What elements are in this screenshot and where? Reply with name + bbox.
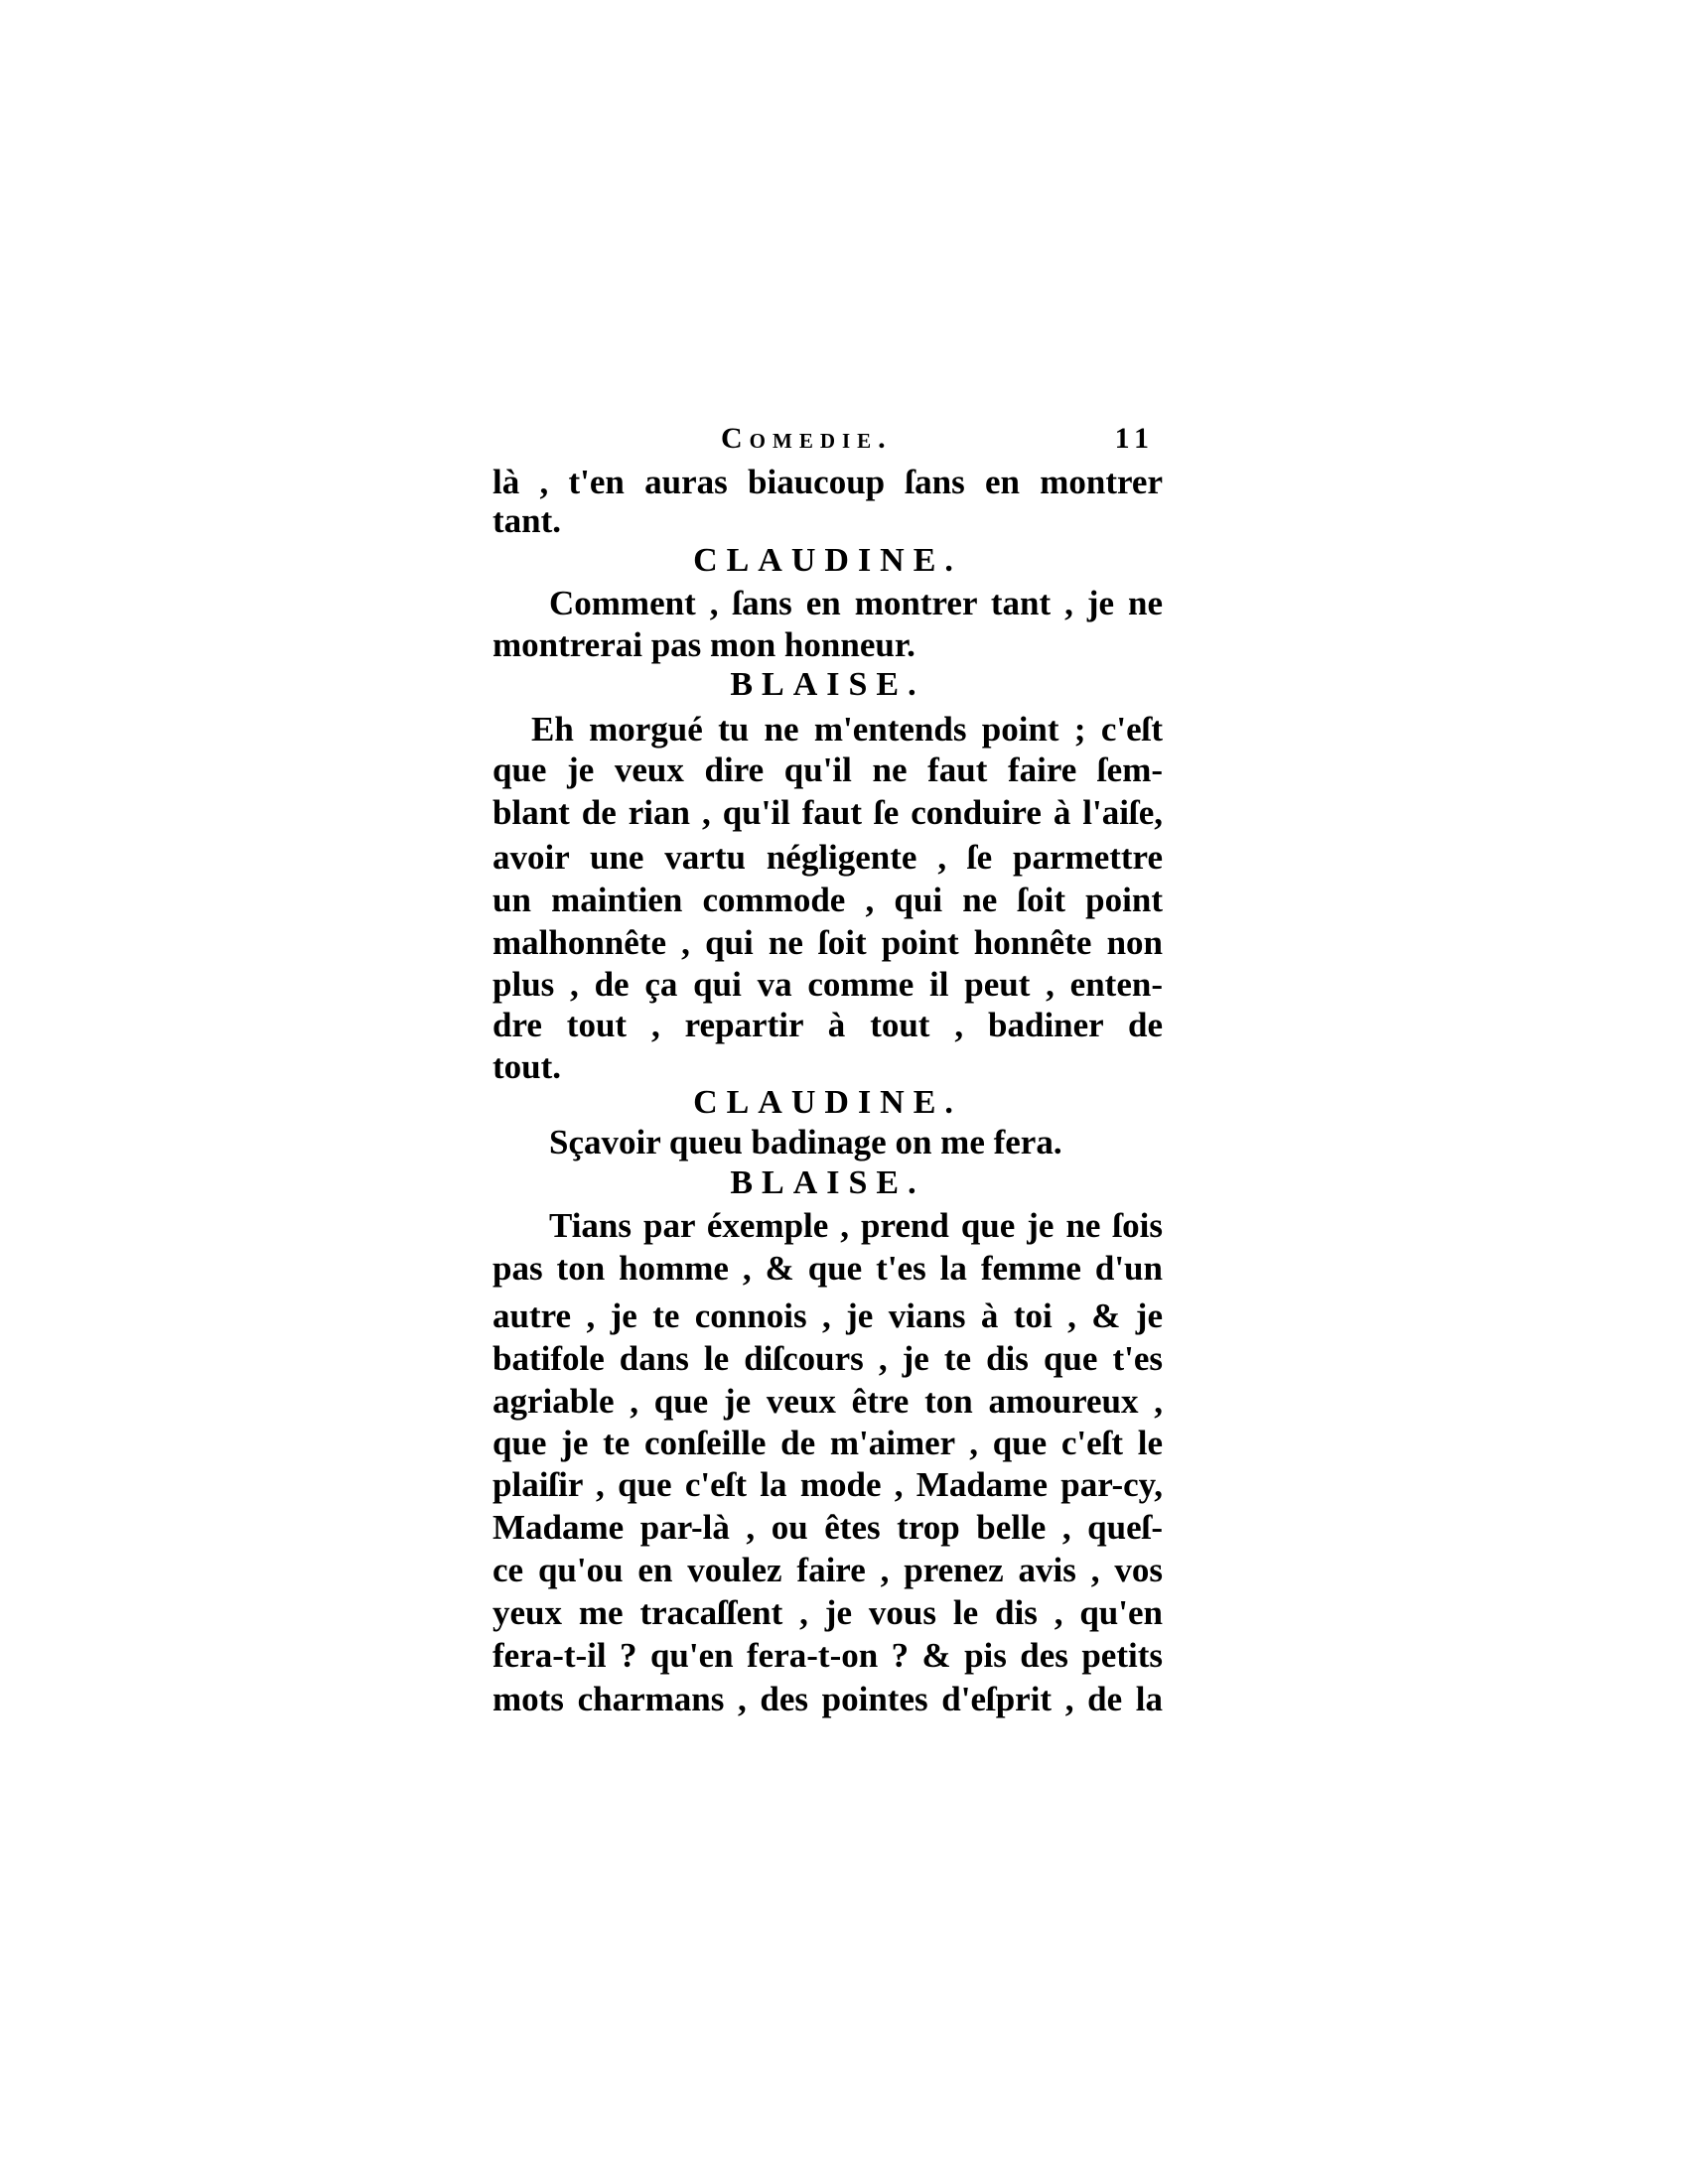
text-line: montrerai pas mon honneur.: [492, 625, 915, 664]
text-line: Sçavoir queu badinage on me fera.: [549, 1123, 1062, 1161]
running-title: Comedie.: [721, 422, 893, 455]
text-line: Comment , ſans en montrer tant , je ne: [549, 584, 1163, 622]
text-line: autre , je te connois , je vians à toi , & je: [492, 1297, 1163, 1335]
text-line: mots charmans , des pointes d'eſprit , de la: [492, 1680, 1163, 1718]
text-line: yeux me tracaſſent , je vous le dis , qu'en: [492, 1593, 1163, 1632]
text-line: fera-t-il ? qu'en fera-t-on ? & pis des petits: [492, 1636, 1163, 1675]
text-line: que je veux dire qu'il ne faut faire ſem-: [492, 751, 1163, 789]
text-line: que je te conſeille de m'aimer , que c'eſt le: [492, 1424, 1163, 1462]
text-line: plus , de ça qui va comme il peut , enten-: [492, 965, 1163, 1004]
text-line: un maintien commode , qui ne ſoit point: [492, 881, 1163, 919]
text-line: Madame par-là , ou êtes trop belle , queſ-: [492, 1508, 1163, 1547]
text-line: là , t'en auras biaucoup ſans en montrer: [492, 463, 1163, 501]
text-line: dre tout , repartir à tout , badiner de: [492, 1006, 1163, 1044]
text-line: tant.: [492, 501, 562, 540]
text-line: batifole dans le diſcours , je te dis que t'es: [492, 1339, 1163, 1378]
speaker-heading: CLAUDINE.: [693, 542, 962, 579]
text-line: Eh morgué tu ne m'entends point ; c'eſt: [531, 710, 1163, 749]
page-number: 11: [1114, 422, 1155, 455]
text-line: avoir une vartu négligente , ſe parmettre: [492, 838, 1163, 877]
text-line: plaiſir , que c'eſt la mode , Madame par-cy,: [492, 1465, 1163, 1504]
speaker-heading: CLAUDINE.: [693, 1084, 962, 1121]
text-line: malhonnête , qui ne ſoit point honnête non: [492, 923, 1163, 962]
text-line: ce qu'ou en voulez faire , prenez avis , vos: [492, 1551, 1163, 1589]
running-header: [492, 418, 1163, 460]
text-line: blant de rian , qu'il faut ſe conduire à l'aiſe,: [492, 793, 1163, 832]
text-line: tout.: [492, 1047, 562, 1086]
text-line: pas ton homme , & que t'es la femme d'un: [492, 1249, 1163, 1288]
text-line: Tians par éxemple , prend que je ne ſois: [549, 1206, 1163, 1245]
speaker-heading: BLAISE.: [730, 1164, 925, 1201]
text-line: agriable , que je veux être ton amoureux ,: [492, 1382, 1163, 1421]
speaker-heading: BLAISE.: [730, 666, 925, 703]
